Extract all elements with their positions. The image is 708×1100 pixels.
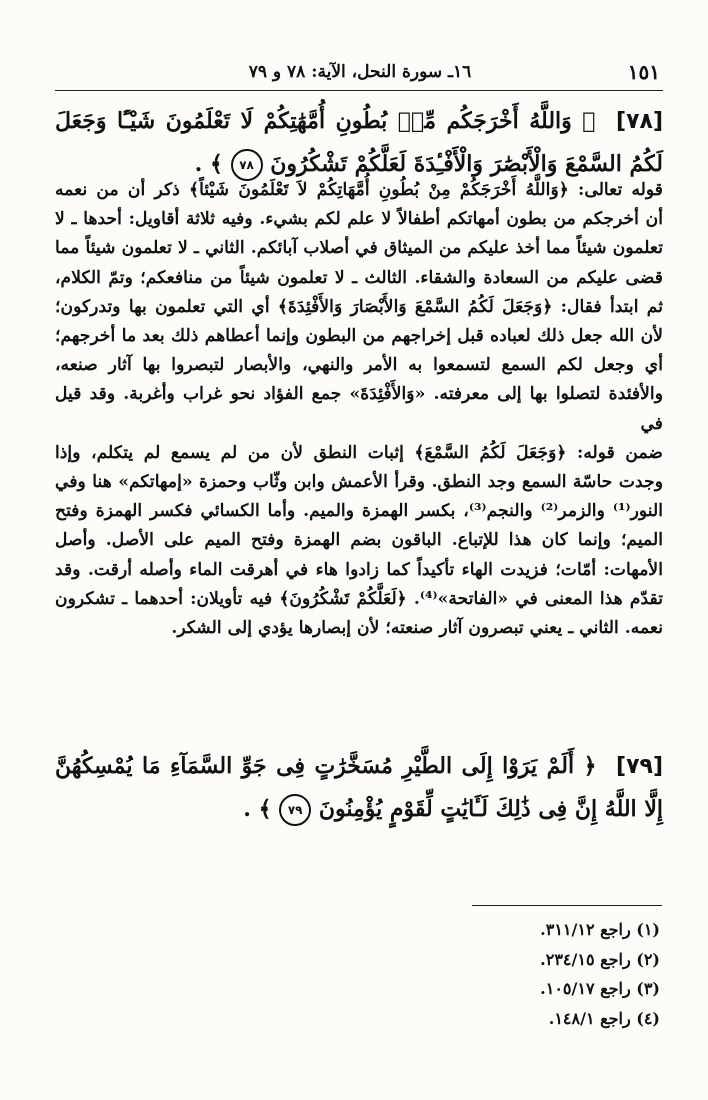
footnote-rule [472,905,662,906]
commentary-line: تقدّم هذا المعنى في «الفاتحة»⁽⁴⁾. ﴿لَعَلَّكُمْ تَشْكُرُونَ﴾ فيه تأويلان: أحدهما ـ تشكرون [55,588,663,609]
verse-close: ﴾ . [194,151,223,177]
quran-verse-79 [55,745,663,830]
commentary-line: أي وجعل لكم السمع لتسمعوا به الأمر والنهي، والأبصار لتبصروا بها آثار صنعه، [55,355,663,376]
commentary-line: الأمهات: أمّات؛ فزيدت الهاء تأكيداً كما زادوا هاء في أهرقت الماء وأصله أرقت. وقد [55,559,663,580]
surah-verse-title: ١٦ـ سورة النحل، الآية: ٧٨ و ٧٩ [248,62,472,82]
commentary-line: وجدت حاسّة السمع وجد النطق. وقرأ الأعمش وابن وثّاب وحمزة «إمهاتكم» هنا وفي [55,472,663,493]
commentary-line: تعلمون شيئاً مما أخذ عليكم من الميثاق في أصلاب آبائكم. الثاني ـ لا تعلمون شيئاً مما [55,238,663,259]
commentary-line: النور⁽¹⁾ والزمر⁽²⁾ والنجم⁽³⁾، بكسر الهمزة والميم. وأما الكسائي فكسر الهمزة وفتح [55,501,663,522]
ayah-end-mark: ٧٩ [279,794,311,826]
header-rule [55,90,663,91]
verse-text: ﴿ أَلَمْ يَرَوْا إِلَى الطَّيْرِ مُسَخَّرَٰتٍ فِى جَوِّ السَّمَآءِ مَا يُمْسِكُهُنَّ إِلَّا اللَّهُ إِنَّ فِى ذَٰلِكَ لَـَٔايَٰتٍ لِّقَوْمٍ يُؤْمِنُونَ [55,753,663,822]
commentary-line: ثم ابتدأ فقال: ﴿وَجَعَلَ لَكُمُ السَّمْعَ وَالأَبْصَارَ وَالأَفْئِدَةَ﴾ أي التي تعلمون بها وتدركون؛ [55,296,663,317]
commentary [55,176,663,643]
commentary-line: أن أخرجكم من بطون أمهاتكم أطفالاً لا علم لكم بشيء. وفيه ثلاثة أقاويل: أحدها ـ لا [55,209,663,230]
footnote: (٣) راجع ١٠٥/١٧. [540,979,660,998]
commentary-line: قضى عليكم من السعادة والشقاء. الثالث ـ لا تعلمون شيئاً من منافعكم؛ وتمّ الكلام، [55,267,663,288]
verse-number: [٧٨] [616,109,664,134]
commentary-line: نعمه. الثاني ـ يعني تبصرون آثار صنعته؛ لأن إبصارها يؤدي إلى الشكر. [171,618,663,639]
commentary-line: لأن الله جعل ذلك لعباده قبل إخراجهم من البطون وإنما أعطاهم ذلك بعد ما أخرجهم؛ [55,326,663,347]
running-header [60,60,660,86]
ayah-end-mark: ٧٨ [231,149,263,181]
page-number: ١٥١ [627,60,660,84]
commentary-line: قوله تعالى: ﴿وَاللَّهُ أَخْرَجَكُمْ مِنْ بُطُونِ أُمَّهَاتِكُمْ لاَ تَعْلَمُونَ شَيْئاً﴾ ذكر أن من نعمه [55,180,663,200]
footnote: (٢) راجع ٢٣٤/١٥. [540,949,660,969]
footnote: (١) راجع ٣١١/١٢. [540,920,660,939]
footnote: (٤) راجع ١٤٨/١. [548,1008,660,1028]
footnotes [330,915,660,1033]
verse-close: ﴾ . [243,796,272,822]
commentary-line: الميم؛ وإنما كان هذا للإتباع. الباقون بضم الهمزة وفتح الميم على الأصل. وأصل [55,530,663,551]
verse-text: ﴿ وَاللَّهُ أَخْرَجَكُم مِّنۢ بُطُونِ أُمَّهَٰتِكُمْ لَا تَعْلَمُونَ شَيْـًٔا وَجَعَلَ لَكُمُ السَّمْعَ وَالْأَبْصَٰرَ وَالْأَفْـِٔدَةَ لَعَلَّكُمْ تَشْكُرُونَ [55,108,663,177]
commentary-line: ضمن قوله: ﴿وَجَعَلَ لَكُمُ السَّمْعَ﴾ إثبات النطق لأن من لم يسمع لم يتكلم، وإذا [55,442,663,463]
commentary-line: والأفئدة لتصلوا بها إلى معرفته. «وَالأَفْئِدَةَ» جمع الفؤاد نحو غراب وأغربة. وقد قيل في [55,384,663,434]
quran-verse-78 [55,100,663,185]
verse-number: [٧٩] [616,754,663,779]
